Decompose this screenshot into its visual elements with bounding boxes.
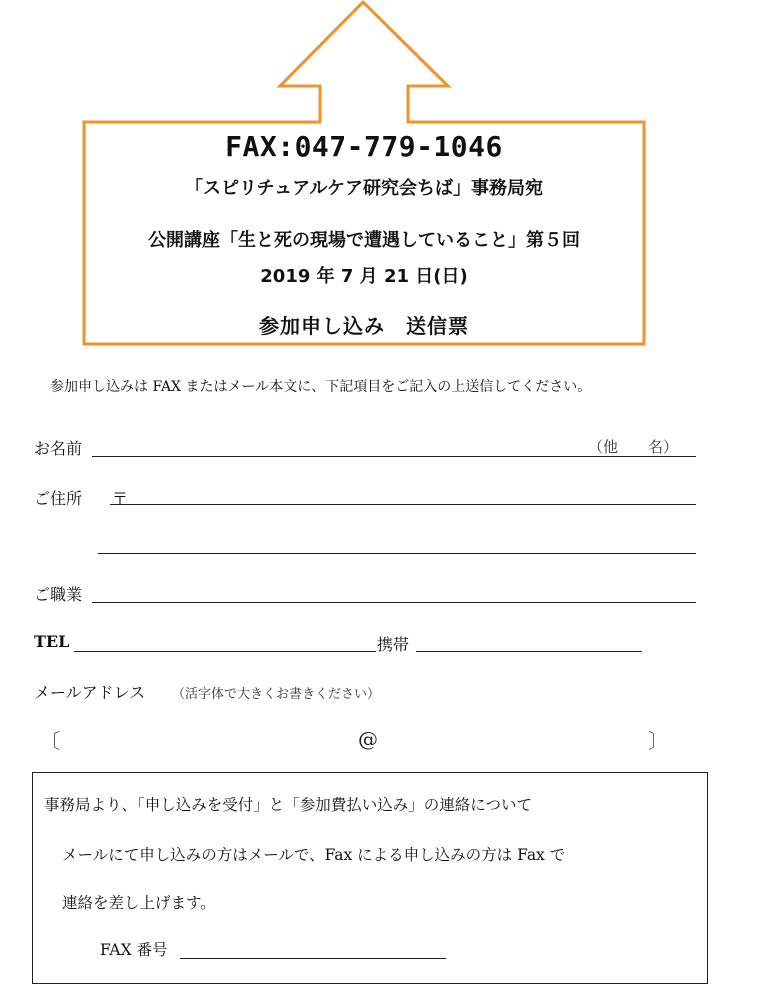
event-date: 2019 年 7 月 21 日(日) <box>260 266 468 287</box>
address-field-line-1[interactable] <box>110 504 696 505</box>
mobile-label: 携帯 <box>377 635 410 654</box>
tel-field[interactable] <box>74 651 376 652</box>
notice-line-2: メールにて申し込みの方はメールで、Fax による申し込みの方は Fax で <box>62 846 566 864</box>
occupation-label: ご職業 <box>34 585 83 604</box>
office-address-line: 「スピリチュアルケア研究会ちば」事務局宛 <box>184 178 544 199</box>
email-bracket-open: 〔 <box>40 729 60 753</box>
sheet-title: 参加申し込み 送信票 <box>259 314 469 338</box>
notice-line-3: 連絡を差し上げます。 <box>62 894 216 912</box>
postal-mark: 〒 <box>112 489 129 508</box>
intro-text: 参加申し込みは FAX またはメール本文に、下記項目をご記入の上送信してください。 <box>50 379 592 395</box>
fax-number-label: FAX 番号 <box>100 941 168 959</box>
email-bracket-close: 〕 <box>648 729 668 753</box>
fax-number-field[interactable] <box>180 958 446 959</box>
notice-line-1: 事務局より、「申し込みを受付」と「参加費払い込み」の連絡について <box>44 796 532 814</box>
email-note: （活字体で大きくお書きください） <box>172 687 381 702</box>
address-field-line-2[interactable] <box>98 553 696 554</box>
email-label: メールアドレス <box>34 683 146 702</box>
email-field[interactable] <box>64 726 644 756</box>
name-label: お名前 <box>34 439 83 458</box>
lecture-title: 公開講座「生と死の現場で遭遇していること」第５回 <box>148 230 580 251</box>
email-at-mark: @ <box>358 727 378 751</box>
mobile-field[interactable] <box>416 651 642 652</box>
address-label: ご住所 <box>34 489 83 508</box>
tel-label: TEL <box>34 632 70 651</box>
other-count-note: （他 名） <box>588 438 679 456</box>
occupation-field[interactable] <box>92 602 696 603</box>
fax-number: FAX:047-779-1046 <box>225 130 503 163</box>
